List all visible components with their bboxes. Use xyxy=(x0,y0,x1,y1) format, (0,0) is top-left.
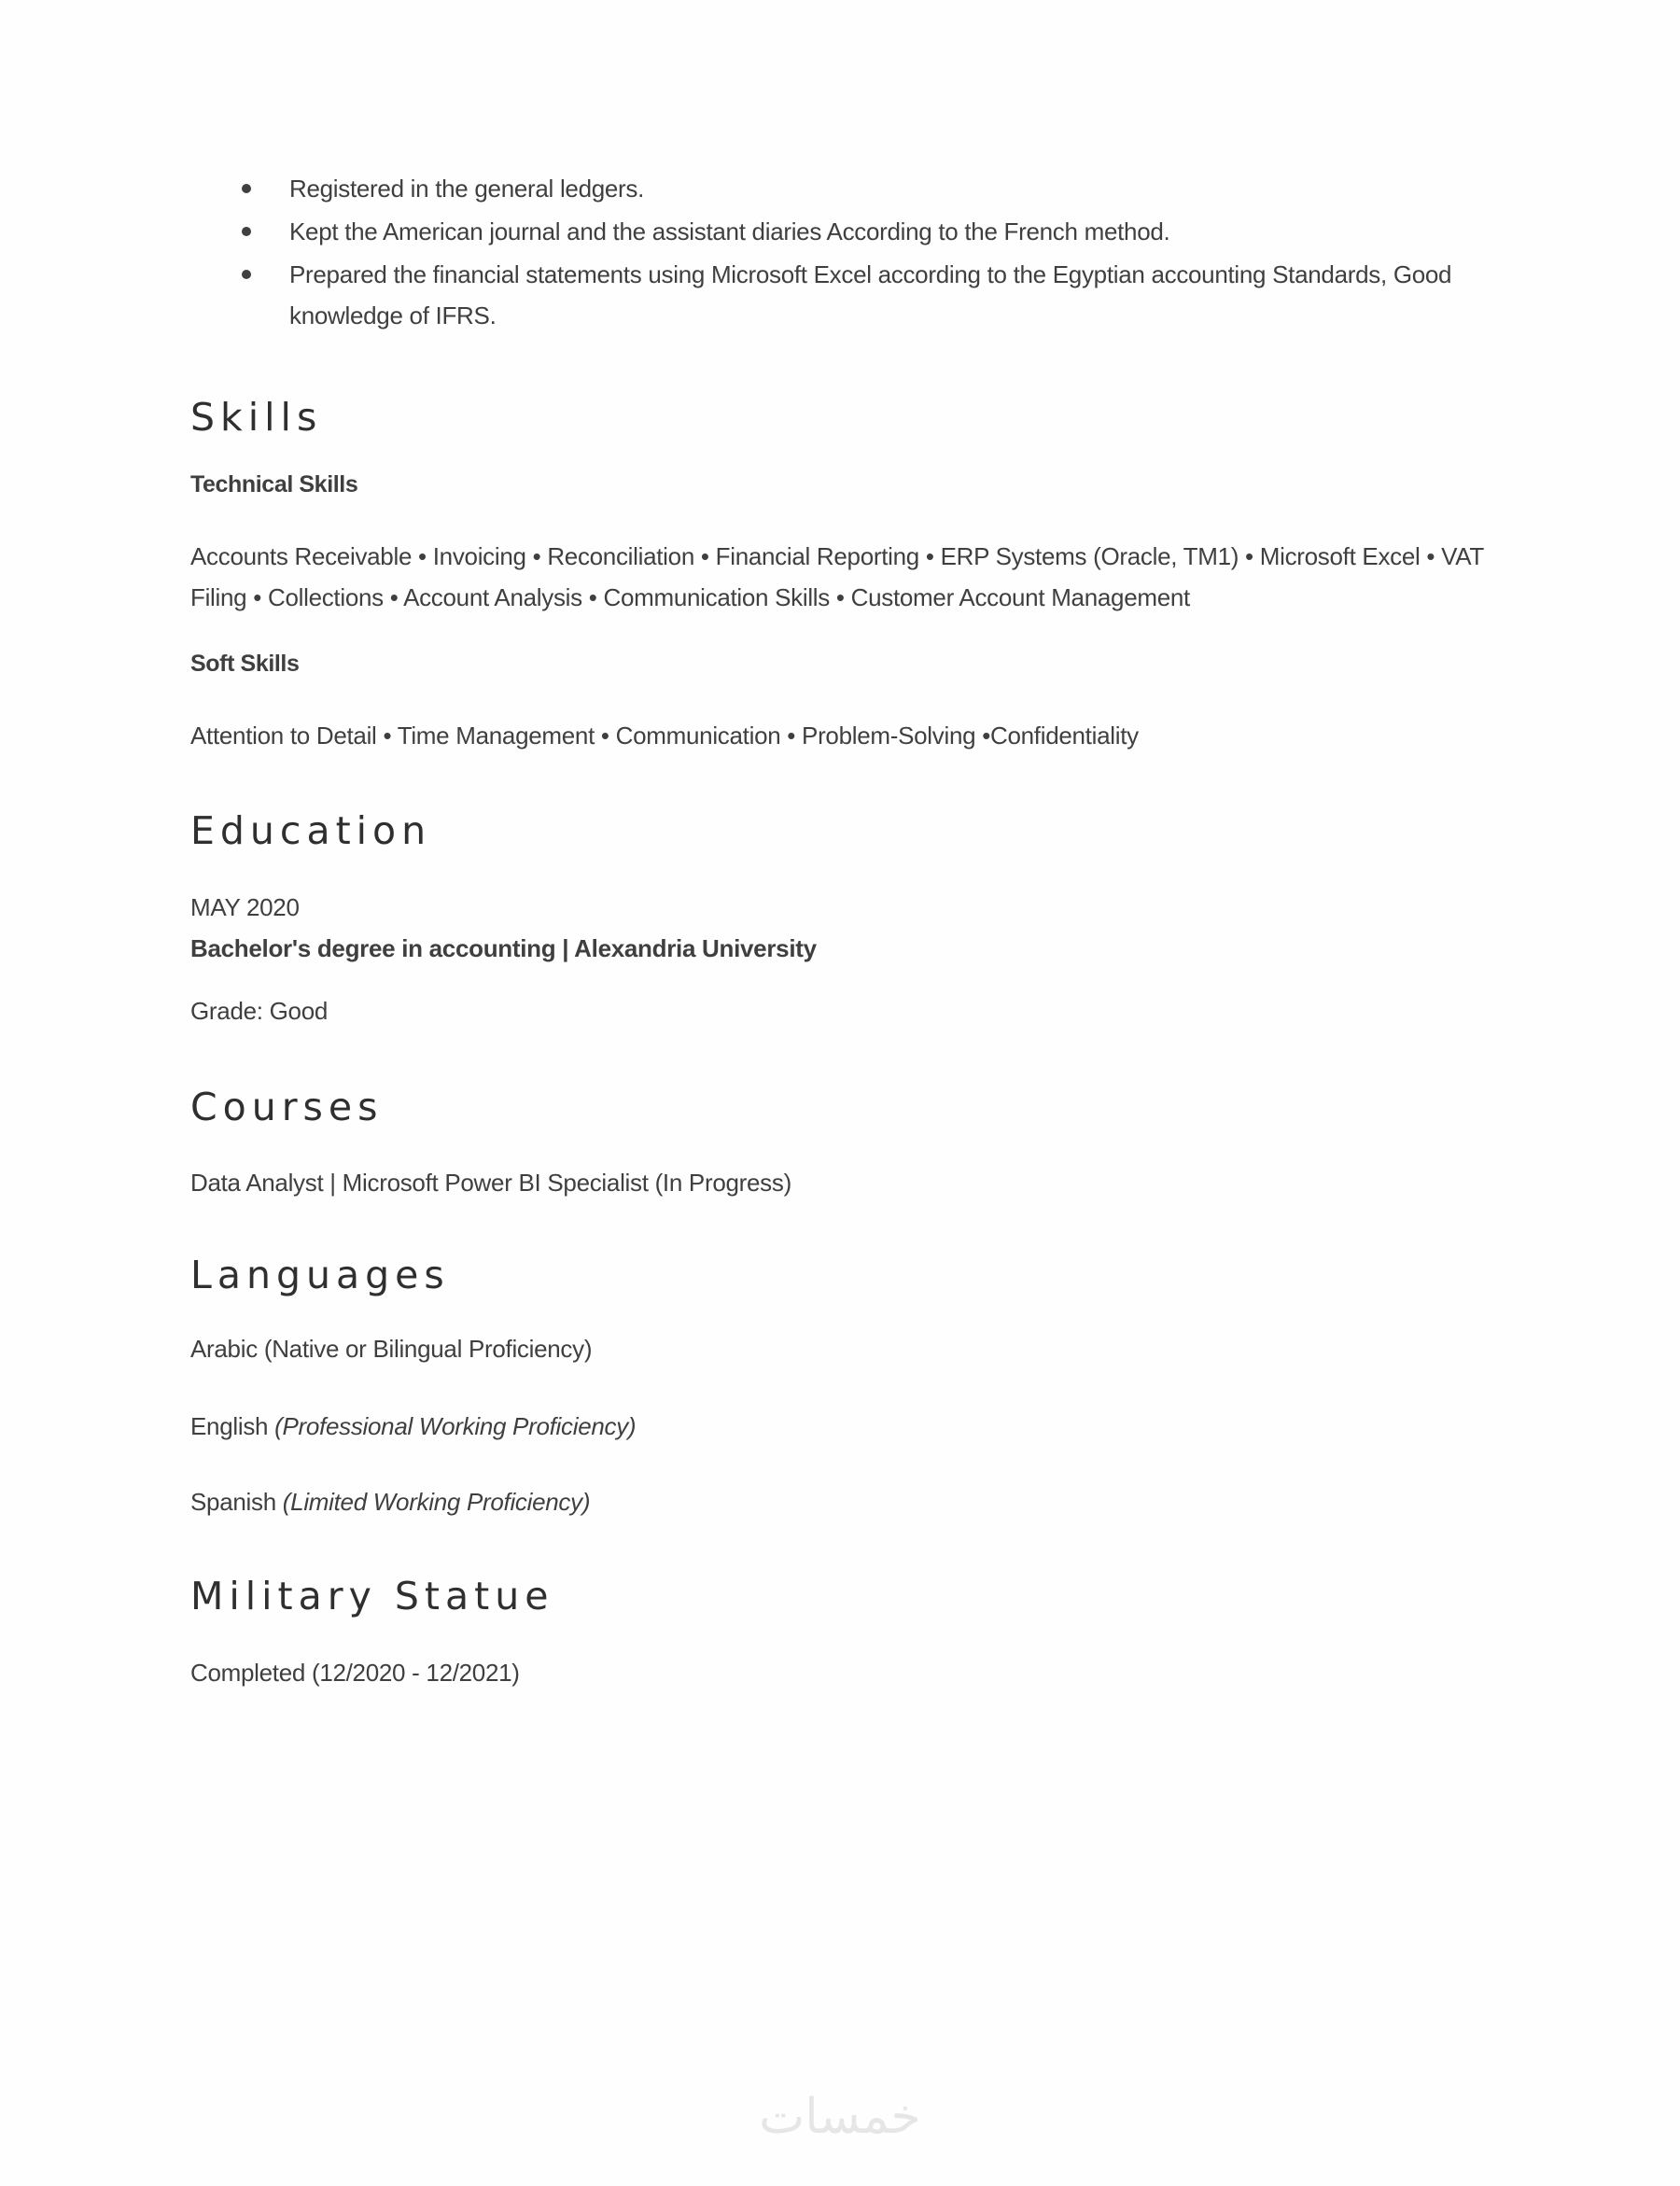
bullet-icon xyxy=(242,227,251,236)
language-level: (Native or Bilingual Proficiency) xyxy=(263,1335,593,1363)
language-level: (Limited Working Proficiency) xyxy=(282,1488,591,1516)
resume-page xyxy=(190,168,1497,1687)
language-item-arabic xyxy=(190,1328,592,1369)
skills-heading: Skills xyxy=(190,395,323,440)
military-heading: Military Statue xyxy=(190,1574,554,1618)
language-name: Spanish xyxy=(190,1488,276,1516)
experience-bullet xyxy=(289,211,1497,252)
languages-heading: Languages xyxy=(190,1253,450,1297)
education-degree: Bachelor's degree in accounting | Alexandria University xyxy=(190,934,817,962)
education-date: MAY 2020 xyxy=(190,893,300,921)
bullet-text: Kept the American journal and the assistant diaries According to the French method. xyxy=(289,217,1170,245)
language-item-spanish xyxy=(190,1481,590,1522)
soft-skills-heading: Soft Skills xyxy=(190,651,300,677)
bullet-icon xyxy=(242,270,251,279)
technical-skills-text: Accounts Receivable • Invoicing • Reconciliation • Financial Reporting • ERP Systems (Oracle, TM1) • Microsoft Excel • VAT Filing • Collections • Account Analysis • Communication Skills • Customer Account Management xyxy=(190,542,1484,611)
experience-bullet xyxy=(289,168,1497,209)
watermark-logo: خمسات xyxy=(759,2089,921,2145)
military-status-text: Completed (12/2020 - 12/2021) xyxy=(190,1659,520,1687)
soft-skills-text: Attention to Detail • Time Management • Communication • Problem-Solving •Confidentiality xyxy=(190,722,1139,750)
courses-text: Data Analyst | Microsoft Power BI Specialist (In Progress) xyxy=(190,1169,791,1197)
technical-skills-heading: Technical Skills xyxy=(190,471,358,497)
education-grade: Grade: Good xyxy=(190,997,329,1025)
courses-heading: Courses xyxy=(190,1085,384,1129)
bullet-text: Prepared the financial statements using Microsoft Excel according to the Egyptian accounting Standards, Good knowledge of IFRS. xyxy=(289,260,1452,329)
language-name: English xyxy=(190,1412,269,1440)
language-name: Arabic xyxy=(190,1335,258,1363)
experience-bullet-list xyxy=(190,168,1497,336)
bullet-text: Registered in the general ledgers. xyxy=(289,175,645,203)
education-heading: Education xyxy=(190,808,432,853)
experience-bullet xyxy=(289,254,1497,336)
bullet-icon xyxy=(242,184,251,193)
language-level: (Professional Working Proficiency) xyxy=(274,1412,637,1440)
language-item-english xyxy=(190,1406,636,1447)
